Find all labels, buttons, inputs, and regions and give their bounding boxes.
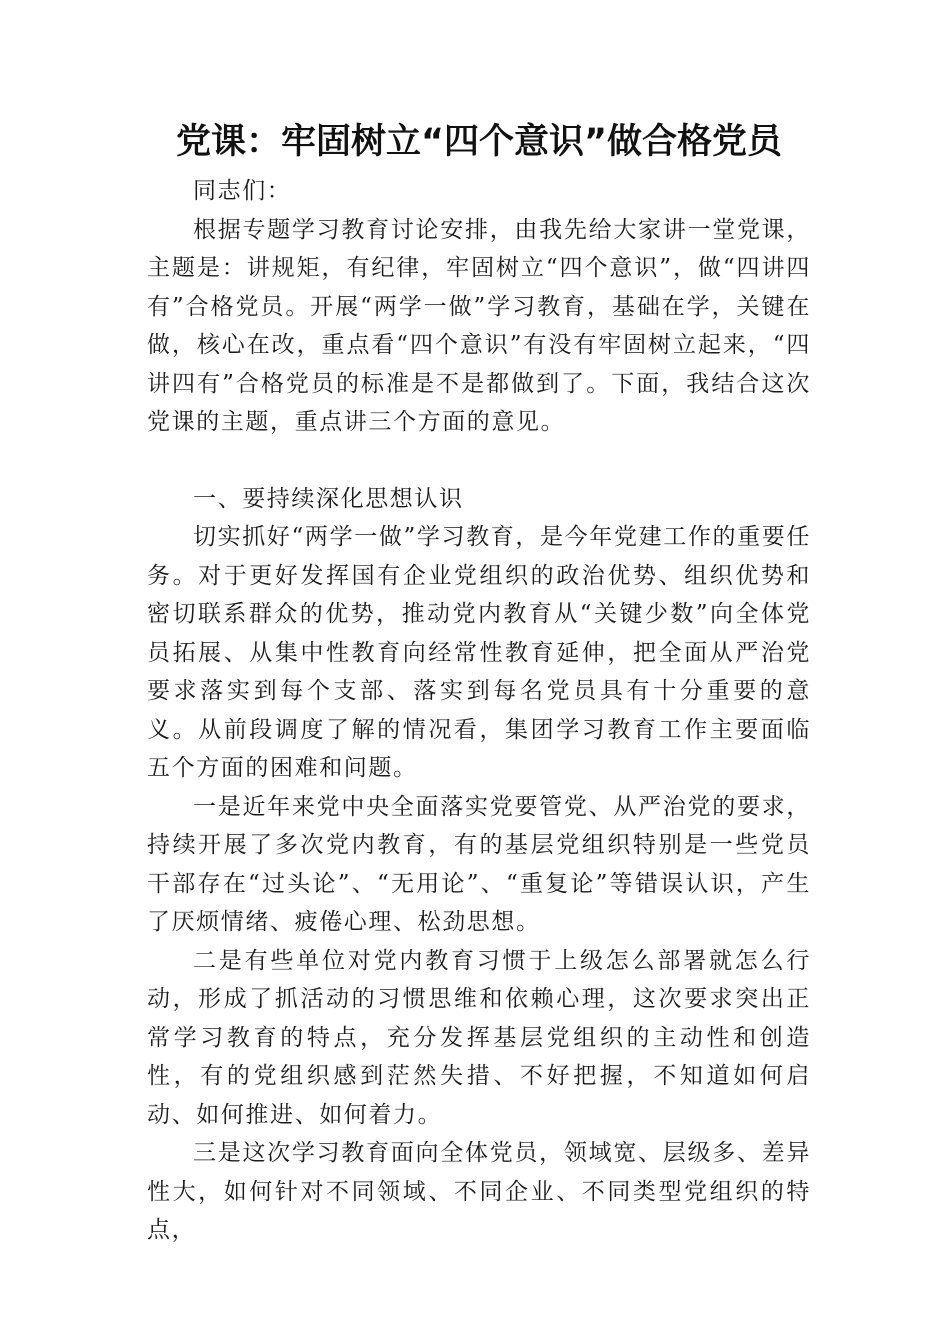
salutation: 同志们： [193,178,292,204]
paragraph-intro: 根据专题学习教育讨论安排，由我先给大家讲一堂党课，主题是：讲规矩，有纪律，牢固树立“四个意识”，做“四讲四有”合格党员。开展“两学一做”学习教育，基础在学，关键在做，核心在改，重点看“四个意识”有没有牢固树立起来，“四讲四有”合格党员的标准是不是都做到了。下面，我结合这次党课的主题，重点讲三个方面的意见。 [147,216,811,435]
section-heading-1: 一、要持续深化思想认识 [193,485,464,512]
paragraph-section-1: 切实抓好“两学一做”学习教育，是今年党建工作的重要任务。对于更好发挥国有企业党组织的政治优势、组织优势和密切联系群众的优势，推动党内教育从“关键少数”向全体党员拓展、从集中性教育向经常性教育延伸，把全面从严治党要求落实到每个支部、落实到每名党员具有十分重要的意义。从前段调度了解的情况看，集团学习教育工作主要面临五个方面的困难和问题。 [147,524,811,781]
document-body [147,112,811,1250]
paragraph-point-1: 一是近年来党中央全面落实党要管党、从严治党的要求，持续开展了多次党内教育，有的基层党组织特别是一些党员干部存在“过头论”、“无用论”、“重复论”等错误认识，产生了厌烦情绪、疲倦心理、松劲思想。 [147,793,811,935]
paragraph-point-3: 三是这次学习教育面向全体党员，领域宽、层级多、差异性大，如何针对不同领域、不同企业、不同类型党组织的特点， [147,1140,811,1243]
document-title: 党课：牢固树立“四个意识”做合格党员 [175,122,782,162]
paragraph-point-2: 二是有些单位对党内教育习惯于上级怎么部署就怎么行动，形成了抓活动的习惯思维和依赖心理，这次要求突出正常学习教育的特点，充分发挥基层党组织的主动性和创造性，有的党组织感到茫然失措、不好把握，不知道如何启动、如何推进、如何着力。 [147,947,811,1128]
